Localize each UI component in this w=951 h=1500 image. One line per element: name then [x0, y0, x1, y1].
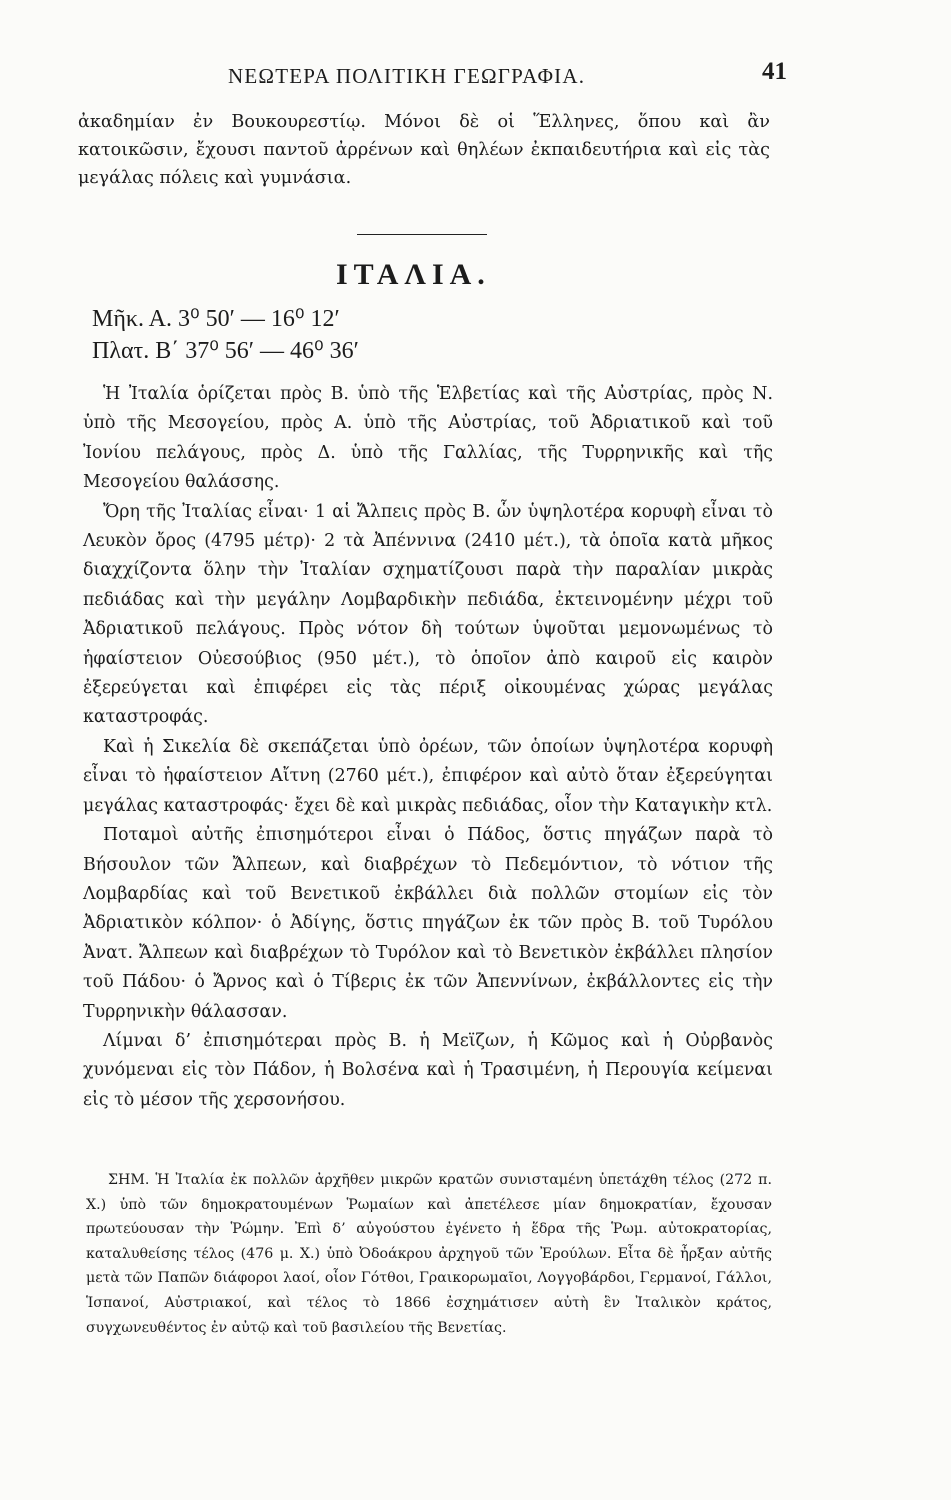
paragraph-lakes: Λίμναι δ’ ἐπισημότεραι πρὸς Β. ἡ Μεϊζων, ἡ Κῶμος καὶ ἡ Οὐρβανὸς χυνόμεναι εἰς τὸν Πάδον, ἡ Βολσένα καὶ ἡ Τρασιμένη, ἡ Περουγία κείμεναι εἰς τὸ μέσον τῆς χερσονήσου.	[83, 1030, 773, 1110]
running-header: ΝΕΩΤΕΡΑ ΠΟΛΙΤΙΚΗ ΓΕΩΓΡΑΦΙΑ.	[228, 64, 586, 88]
main-text-block	[83, 380, 773, 1115]
latitude-line: Πλατ. Β΄ 37⁰ 56′ — 46⁰ 36′	[92, 338, 359, 364]
paragraph-sicily: Καὶ ἡ Σικελία δὲ σκεπάζεται ὑπὸ ὀρέων, τῶν ὁποίων ὑψηλοτέρα κορυφὴ εἶναι τὸ ἡφαίστειον Αἴτνη (2760 μέτ.), ἐπιφέρον καὶ αὐτὸ ὅταν ἐξερεύγηται μεγάλας καταστροφάς· ἔχει δὲ καὶ μικρὰς πεδιάδας, οἷον τὴν Καταγικὴν κτλ.	[83, 736, 773, 816]
intro-paragraph-block	[78, 108, 770, 193]
section-title: ΙΤΑΛΙΑ.	[336, 258, 491, 291]
section-divider	[357, 234, 487, 235]
intro-paragraph: ἀκαδημίαν ἐν Βουκουρεστίῳ. Μόνοι δὲ οἱ Ἕλληνες, ὅπου καὶ ἂν κατοικῶσιν, ἔχουσι παντοῦ ἀρρένων καὶ θηλέων ἐκπαιδευτήρια καὶ εἰς τὰς μεγάλας πόλεις καὶ γυμνάσια.	[78, 112, 770, 189]
paragraph-borders: Ἡ Ἰταλία ὁρίζεται πρὸς Β. ὑπὸ τῆς Ἑλβετίας καὶ τῆς Αὐστρίας, πρὸς Ν. ὑπὸ τῆς Μεσογείου, πρὸς Α. ὑπὸ τῆς Αὐστρίας, τοῦ Ἀδριατικοῦ καὶ τοῦ Ἰονίου πελάγους, πρὸς Δ. ὑπὸ τῆς Γαλλίας, τῆς Τυρρηνικῆς καὶ τῆς Μεσογείου θαλάσσης.	[83, 384, 773, 493]
historical-note: ΣΗΜ. Ἡ Ἰταλία ἐκ πολλῶν ἀρχῆθεν μικρῶν κρατῶν συνισταμένη ὑπετάχθη τέλος (272 π. Χ.) ὑπὸ τῶν δημοκρατουμένων Ῥωμαίων καὶ ἀπετέλεσε μίαν δημοκρατίαν, ἔχουσαν πρωτεύουσαν τὴν Ῥώμην. Ἐπὶ δ’ αὐγούστου ἐγένετο ἡ ἕδρα τῆς Ῥωμ. αὐτοκρατορίας, καταλυθείσης τέλος (476 μ. Χ.) ὑπὸ Ὀδοάκρου ἀρχηγοῦ τῶν Ἐρούλων. Εἶτα δὲ ἦρξαν αὐτῆς μετὰ τῶν Παπῶν διάφοροι λαοί, οἷον Γότθοι, Γραικορωμαῖοι, Λογγοβάρδοι, Γερμανοί, Γάλλοι, Ἱσπανοί, Αὐστριακοί, καὶ τέλος τὸ 1866 ἐσχημάτισεν αὐτὴ ἓν Ἰταλικὸν κράτος, συγχωνευθέντος ἐν αὐτῷ καὶ τοῦ βασιλείου τῆς Βενετίας.	[86, 1172, 772, 1336]
longitude-line: Μῆκ. Α. 3⁰ 50′ — 16⁰ 12′	[92, 306, 340, 332]
paragraph-rivers: Ποταμοὶ αὐτῆς ἐπισημότεροι εἶναι ὁ Πάδος, ὅστις πηγάζων παρὰ τὸ Βήσουλον τῶν Ἄλπεων, καὶ διαβρέχων τὸ Πεδεμόντιον, τὸ νότιον τῆς Λομβαρδίας καὶ τοῦ Βενετικοῦ ἐκβάλλει διὰ πολλῶν στομίων εἰς τὸν Ἀδριατικὸν κόλπον· ὁ Ἀδίγης, ὅστις πηγάζων ἐκ τῶν πρὸς Β. τοῦ Τυρόλου Ἀνατ. Ἄλπεων καὶ διαβρέχων τὸ Τυρόλον καὶ τὸ Βενετικὸν ἐκβάλλει πλησίον τοῦ Πάδου· ὁ Ἄρνος καὶ ὁ Τίβερις ἐκ τῶν Ἀπεννίνων, ἐκβάλλοντες εἰς τὴν Τυρρηνικὴν θάλασσαν.	[83, 825, 773, 1022]
historical-note-block	[86, 1168, 772, 1340]
page-number: 41	[762, 58, 787, 85]
paragraph-mountains: Ὄρη τῆς Ἰταλίας εἶναι· 1 αἱ Ἄλπεις πρὸς Β. ὧν ὑψηλοτέρα κορυφὴ εἶναι τὸ Λευκὸν ὄρος (4795 μέτρ)· 2 τὰ Ἀπέννινα (2410 μέτ.), τὰ ὁποῖα κατὰ μῆκος διαχχίζοντα ὅλην τὴν Ἰταλίαν σχηματίζουσι παρὰ τὴν παραλίαν μικρὰς πεδιάδας καὶ τὴν μεγάλην Λομβαρδικὴν πεδιάδα, ἐκτεινομένην μέχρι τοῦ Ἀδριατικοῦ πελάγους. Πρὸς νότον δὴ τούτων ὑψοῦται μεμονωμένως τὸ ἡφαίστειον Οὐεσούβιος (950 μέτ.), τὸ ὁποῖον ἀπὸ καιροῦ εἰς καιρὸν ἐξερεύγεται καὶ ἐπιφέρει εἰς τὰς πέριξ οἰκουμένας χώρας μεγάλας καταστροφάς.	[83, 501, 773, 728]
